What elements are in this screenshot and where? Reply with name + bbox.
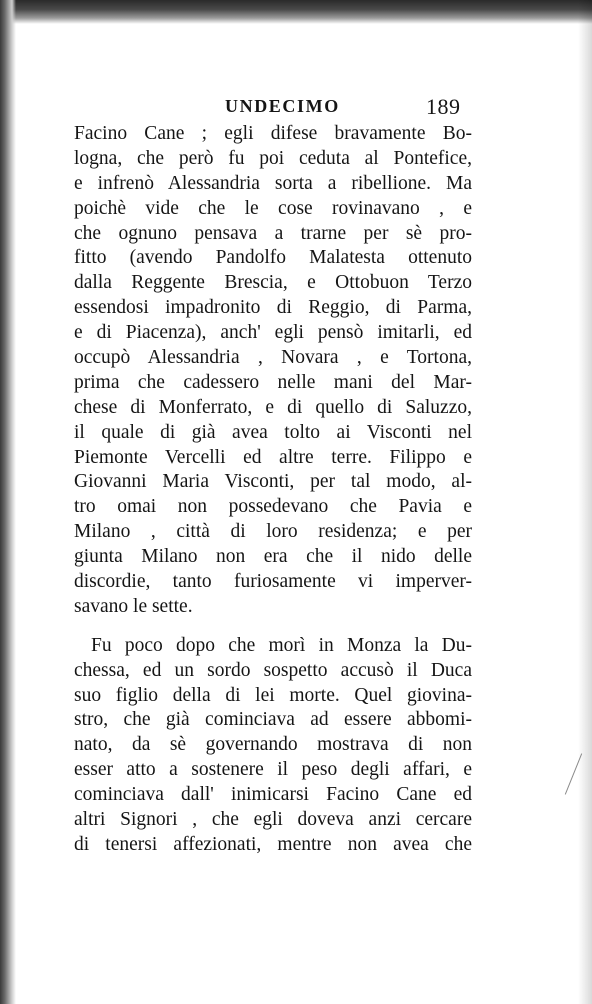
text-line: altri Signori , che egli doveva anzi cercare [74,809,472,831]
text-line: chese di Monferrato, e di quello di Saluzzo, [74,396,472,418]
paragraph-2 [74,634,472,858]
text-line: tro omai non possedevano che Pavia e [74,496,472,518]
text-line: che ognuno pensava a trarne per sè pro- [74,222,472,244]
text-line: di tenersi affezionati, mentre non avea che [74,833,472,855]
text-line: giunta Milano non era che il nido delle [74,546,472,568]
text-line: fitto (avendo Pandolfo Malatesta ottenuto [74,247,472,269]
text-line: discordie, tanto furiosamente vi imperver- [74,571,472,593]
page-left-edge-shadow [0,0,16,1004]
text-line: il quale di già avea tolto ai Visconti nel [74,421,472,443]
text-line: stro, che già cominciava ad essere abbomi- [74,709,472,731]
text-line: Piemonte Vercelli ed altre terre. Filippo e [74,446,472,468]
paragraph-spacing [74,620,472,634]
paragraph-1 [74,122,472,620]
text-line: Facino Cane ; egli difese bravamente Bo- [74,123,472,144]
text-line: Fu poco dopo che morì in Monza la Du- [91,634,472,656]
text-line: Milano , città di loro residenza; e per [74,521,472,543]
text-line: cominciava dall' inimicarsi Facino Cane ed [74,784,472,806]
body-text [74,122,472,858]
text-line: nato, da sè governando mostrava di non [74,734,472,756]
text-line: essendosi impadronito di Reggio, di Parma, [74,297,472,319]
text-line: esser atto a sostenere il peso degli affari, e [74,759,472,781]
text-line: dalla Reggente Brescia, e Ottobuon Terzo [74,272,472,294]
text-line: chessa, ed un sordo sospetto accusò il Duca [74,659,472,681]
text-line: occupò Alessandria , Novara , e Tortona, [74,347,472,369]
text-line: prima che cadessero nelle mani del Mar- [74,371,472,393]
text-line: suo figlio della di lei morte. Quel giovina- [74,684,472,706]
text-line: savano le sette. [74,595,193,617]
text-line: e di Piacenza), anch' egli pensò imitarli, ed [74,322,472,344]
text-line: poichè vide che le cose rovinavano , e [74,197,472,219]
page-number: 189 [426,94,461,119]
page-top-edge-shadow [0,0,592,24]
running-head-title: UNDECIMO [225,96,340,116]
text-line: Giovanni Maria Visconti, per tal modo, al- [74,471,472,493]
text-line: e infrenò Alessandria sorta a ribellione. Ma [74,172,472,194]
page-right-edge-shadow [578,0,592,1004]
running-head [0,96,592,122]
text-line: logna, che però fu poi ceduta al Pontefice, [74,147,472,169]
